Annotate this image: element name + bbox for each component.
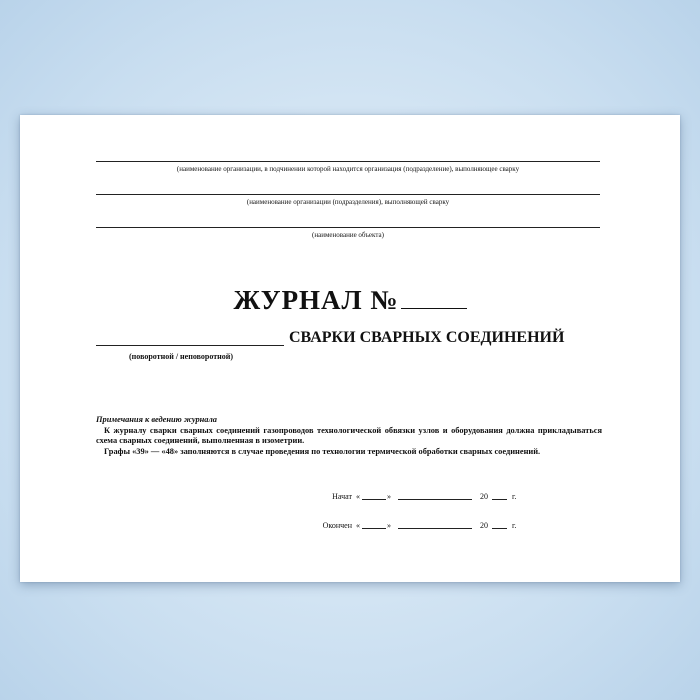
journal-title-page [20,115,680,582]
end-close-quote: » [387,521,391,530]
journal-title [20,285,680,316]
org-parent-caption: (наименование организации, в подчинении которой находится организация (подразделение), выполняющее сварку [176,165,520,173]
org-line [96,194,600,195]
org-field [96,194,600,206]
weld-type-caption: (поворотной / неповоротной) [129,352,234,361]
weld-type-blank [96,345,284,346]
start-century: 20 [480,492,488,501]
org-caption: (наименование организации (подразделения), выполняющей сварку [246,198,450,206]
object-field [96,227,600,239]
org-parent-field [96,161,600,173]
journal-subtitle: СВАРКИ СВАРНЫХ СОЕДИНЕНИЙ [289,329,565,346]
start-day-blank [362,492,386,500]
start-year-blank [492,492,507,500]
start-year-suffix: г. [512,492,517,501]
object-caption: (наименование объекта) [312,231,384,239]
org-parent-line [96,161,600,162]
start-month-blank [398,492,472,500]
start-open-quote: « [356,492,360,501]
journal-title-text: ЖУРНАЛ № [233,285,399,315]
end-label: Окончен [322,521,352,530]
start-close-quote: » [387,492,391,501]
end-century: 20 [480,521,488,530]
journal-number-blank [401,288,467,309]
start-label: Начат [332,492,352,501]
notes-paragraph-2: Графы «39» — «48» заполняются в случае проведения по технологии термической обработки сварных соединений. [104,446,541,456]
end-month-blank [398,521,472,529]
notes-heading: Примечания к ведению журнала [96,415,217,424]
journal-notes [96,415,602,457]
end-open-quote: « [356,521,360,530]
notes-paragraph-1: К журналу сварки сварных соединений газопроводов технологической обвязки узлов и оборудования должна прикладываться схема сварных соединений, выполненная в изометрии. [96,425,602,445]
end-year-blank [492,521,507,529]
object-line [96,227,600,228]
end-year-suffix: г. [512,521,517,530]
end-day-blank [362,521,386,529]
